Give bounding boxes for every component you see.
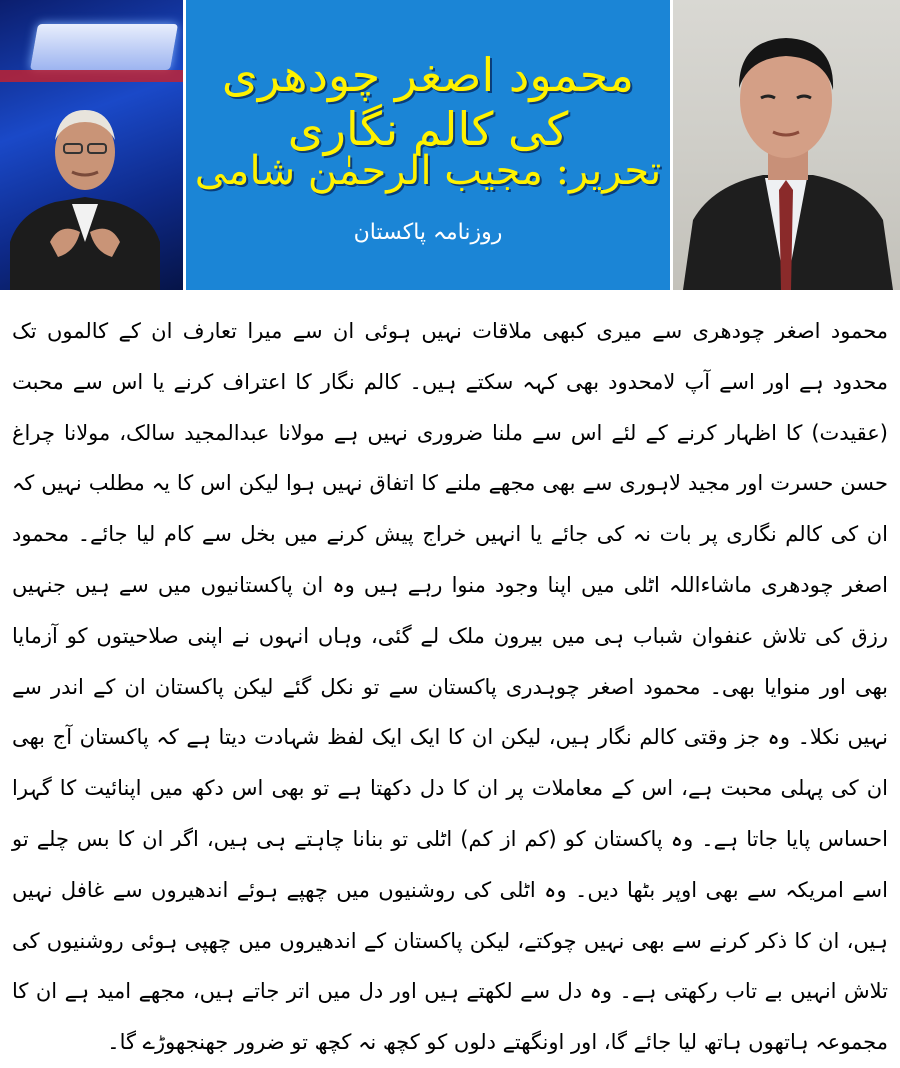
article-paragraph: محمود اصغر چودھری سے میری کبھی ملاقات نہیں ہوئی ان سے میرا تعارف ان کے کالموں تک محدود ہے اور اسے آپ لامحدود بھی کہہ سکتے ہیں۔ کالم نگار کا اعتراف کرنے یا اس سے محبت (عقیدت) کا اظہار کرنے کے لئے اس سے ملنا ضروری نہیں ہے مولانا عبدالمجید سالک، مولانا چراغ حسن حسرت اور مجید لاہوری سے بھی مجھے ملنے کا اتفاق نہیں ہوا لیکن اس کا یہ مطلب نہیں کہ ان کی کالم نگاری پر بات نہ کی جائے یا انہیں خراج پیش کرنے میں بخل سے کام لیا جائے۔ محمود اصغر چودھری ماشاءاللہ اٹلی میں اپنا وجود منوا رہے ہیں وہ ان پاکستانیوں میں سے ہیں جنہیں رزق کی تلاش عنفوان شباب ہی میں بیرون ملک لے گئی، وہاں انہوں نے اپنی صلاحیتوں کو آزمایا بھی اور منوایا بھی۔ محمود اصغر چوہدری پاکستان سے تو نکل گئے لیکن پاکستان ان کے اندر سے نہیں نکلا۔ وہ جز وقتی کالم نگار ہیں، لیکن ان کا ایک ایک لفظ شہادت دیتا ہے کہ پاکستان آج بھی ان کی پہلی محبت ہے، اس کے معاملات پر ان کا دل دکھتا ہے تو بھی اس دکھ میں اپنائیت کا گہرا احساس پایا جاتا ہے۔ وہ پاکستان کو (کم از کم) اٹلی تو بنانا چاہتے ہی ہیں، اگر ان کا بس چلے تو اسے امریکہ سے بھی اوپر بٹھا دیں۔ وہ اٹلی کی روشنیوں میں چھپے ہوئے اندھیروں سے غافل نہیں ہیں، ان کا ذکر کرنے سے بھی نہیں چوکتے، لیکن پاکستان کے اندھیروں میں چھپی ہوئی روشنیوں کی تلاش انہیں بے تاب رکھتی ہے۔ وہ دل سے لکھتے ہیں اور دل میں اتر جاتے ہیں، مجھے امید ہے ان کا مجموعہ ہاتھوں ہاتھ لیا جائے گا، اور اونگھتے دلوں کو کچھ نہ کچھ تو ضرور جھنجھوڑے گا۔: [12, 319, 888, 1055]
tv-show-logo: [30, 24, 178, 70]
author-line: تحریر: مجیب الرحمٰن شامی: [194, 148, 662, 194]
article-body: [12, 306, 888, 1068]
newspaper-name: روزنامہ پاکستان: [353, 220, 503, 245]
show-host-photo: [0, 0, 183, 290]
columnist-portrait: [673, 0, 900, 290]
article-header: [0, 0, 900, 290]
title-banner: [183, 0, 673, 290]
column-title: محمود اصغر چودھری کی کالم نگاری: [221, 48, 635, 156]
host-portrait: [10, 92, 160, 290]
logo-stripe: [0, 70, 183, 82]
columnist-photo: [673, 0, 900, 290]
